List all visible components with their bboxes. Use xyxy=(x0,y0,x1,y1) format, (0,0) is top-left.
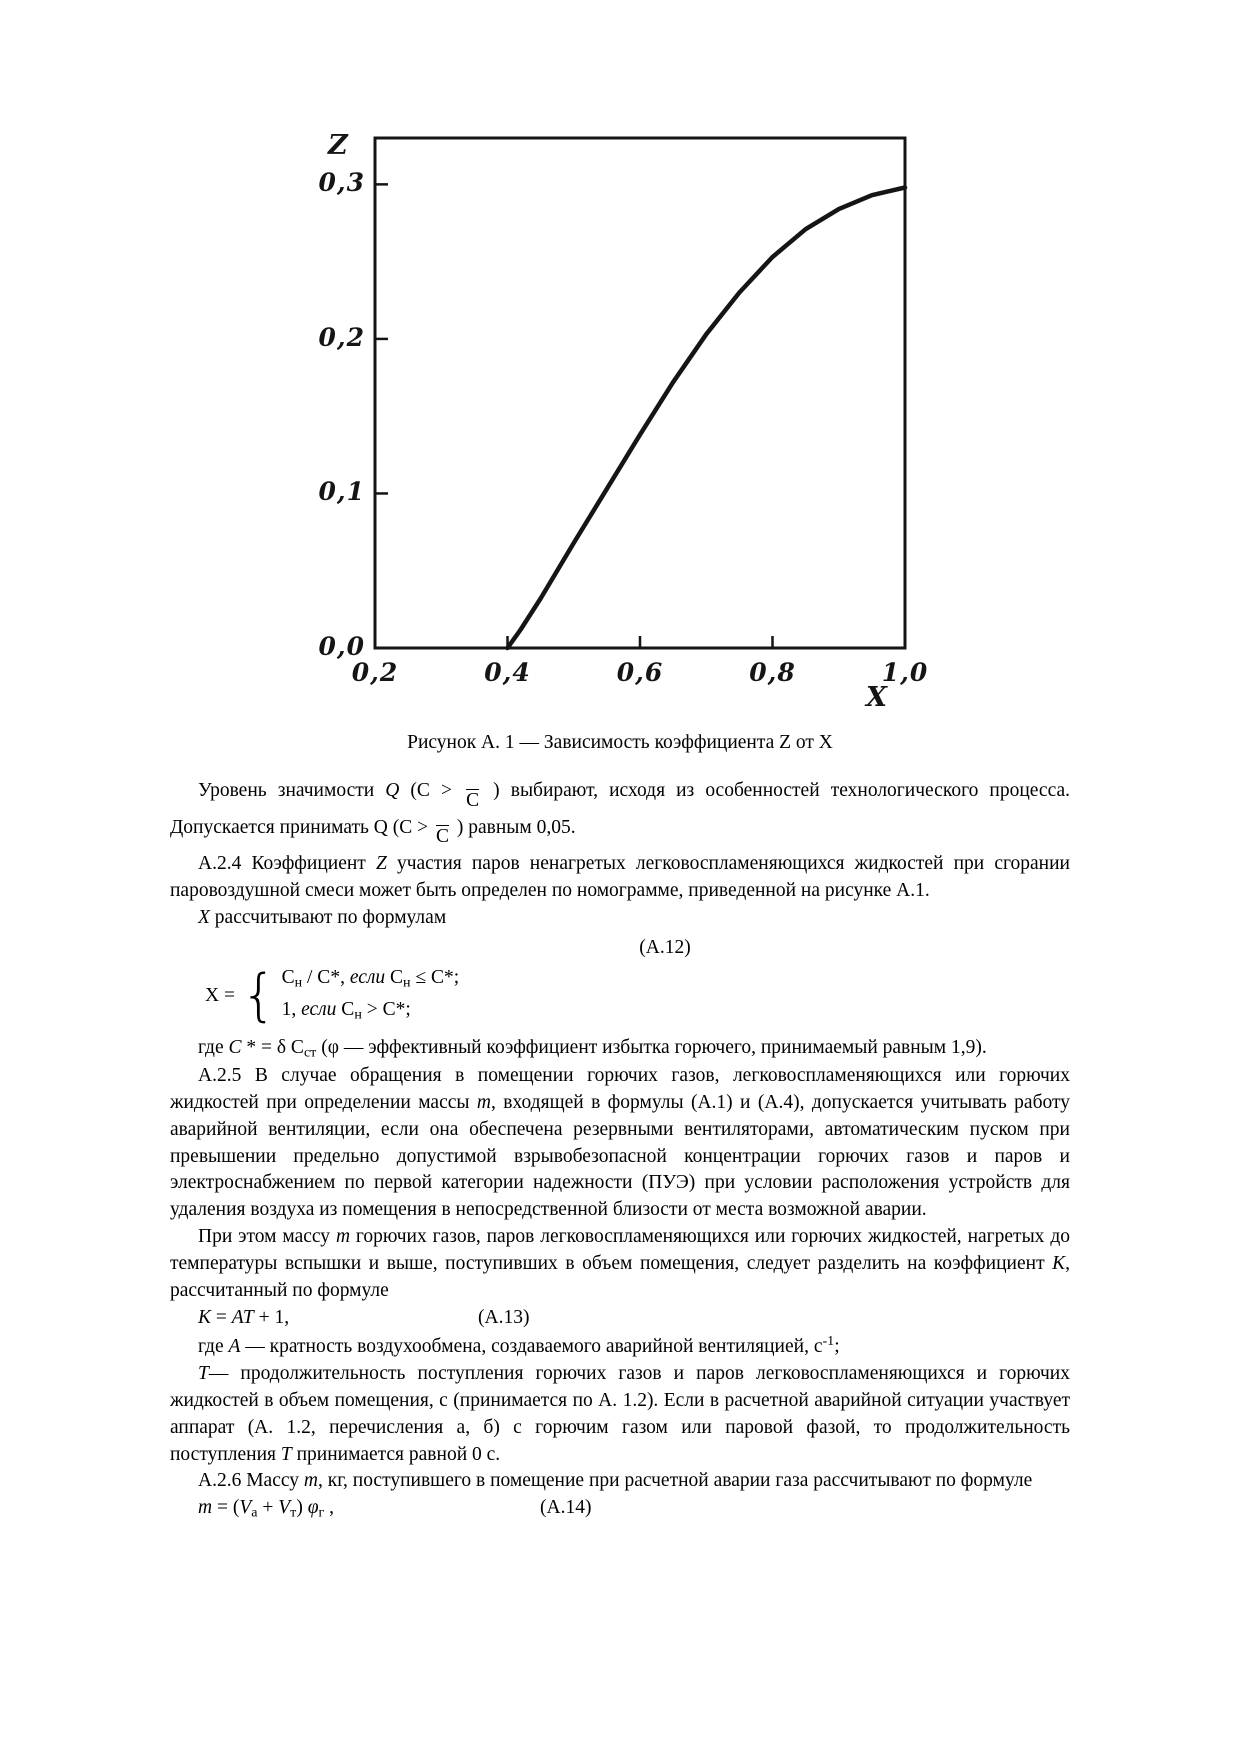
formula-a12-case1: $С_н / С*$, если $С_н \le С*$; xyxy=(281,966,460,991)
formula-a14 xyxy=(170,1495,1070,1523)
paragraph-where-a: где А — кратность воздухообмена, создаваемого аварийной вентиляцией, $с^{-1}$; xyxy=(198,1332,840,1357)
plot-frame xyxy=(375,138,905,648)
x-tick-label: 0,6 xyxy=(616,658,664,687)
formula-a12-cases xyxy=(282,964,460,1029)
x-tick-label: 0,8 xyxy=(749,658,796,687)
equation-number-a12: (А.12) xyxy=(639,937,691,959)
y-tick-label: 0,3 xyxy=(318,168,365,198)
x-tick-label: 0,4 xyxy=(484,658,531,687)
paragraph-significance-level: Уровень значимости Q (С > С ) выбирают, исходя из особенностей технологического процесса. Допускается принимать Q (С > С ) равным 0,05. xyxy=(170,780,1070,848)
x-tick-label: 1,0 xyxy=(881,658,929,687)
x-tick-label: 0,2 xyxy=(351,658,399,687)
y-tick-label: 0,2 xyxy=(318,322,365,352)
y-tick-label: 0,1 xyxy=(318,477,365,507)
formula-a13-lhs: К = АТ + 1, xyxy=(198,1306,290,1328)
document-body xyxy=(170,778,1070,1523)
formula-a12-lhs: X = xyxy=(205,984,235,1006)
paragraph-t-duration: Т— продолжительность поступления горючих газов и паров легковоспламеняющихся и горючих жидкостей в объем помещения, с (принимается по А. 1.2). Если в расчетной аварийной ситуации участвует аппарат (А. 1.2, перечисления а, б) с горючим газом или паровой фазой, то продолжительность поступления Т принимается равной 0 с. xyxy=(170,1362,1070,1465)
paragraph-x-calc: Х рассчитывают по формулам xyxy=(198,907,447,929)
brace-icon: { xyxy=(240,963,277,1029)
paragraph-a26: А.2.6 Массу m, кг, поступившего в помещение при расчетной аварии газа рассчитывают по формуле xyxy=(198,1470,1033,1492)
formula-a12 xyxy=(205,964,1070,1029)
paragraph-a24: А.2.4 Коэффициент Z участия паров ненагретых легковоспламеняющихся жидкостей при сгорании паровоздушной смеси может быть определен по номограмме, приведенной на рисунке А.1. xyxy=(170,853,1070,902)
y-tick-label: 0,0 xyxy=(318,632,365,661)
formula-a12-case2: 1, если $С_н > С*$; xyxy=(281,999,411,1023)
y-axis-label: Z xyxy=(328,130,348,161)
paragraph-mass-k: При этом массу m горючих газов, паров легковоспламеняющихся или горючих жидкостей, нагретых до температуры вспышки и выше, поступивших в объем помещения, следует разделить на коэффициент К, рассчитанный по формуле xyxy=(170,1226,1070,1302)
figure-a1-chart xyxy=(310,130,930,710)
chart-ticks xyxy=(375,184,773,648)
formula-a14-lhs: $m = (V_а + V_т)$ $\varphi_г$ , xyxy=(198,1497,334,1521)
paragraph-where-c: где С * = δ $С_{ст}$ (φ — эффективный коэффициент избытка горючего, принимаемый равным 1,9). xyxy=(198,1036,987,1061)
figure-caption: Рисунок А. 1 — Зависимость коэффициента Z от X xyxy=(407,732,833,753)
chart-area xyxy=(310,130,930,722)
equation-number-a14: (А.14) xyxy=(540,1497,592,1519)
x-axis-label: X xyxy=(866,682,887,713)
paragraph-a25: А.2.5 В случае обращения в помещении горючих газов, легковоспламеняющихся или горючих жидкостей при определении массы m, входящей в формулы (А.1) и (А.4), допускается учитывать работу аварийной вентиляции, если она обеспечена резервными вентиляторами, автоматическим пуском при превышении предельно допустимой взрывобезопасной концентрации горючих газов и паров и электроснабжением по первой категории надежности (ПУЭ) при условии расположения устройств для удаления воздуха из помещения в непосредственной близости от места возможной аварии. xyxy=(170,1064,1070,1221)
formula-a13 xyxy=(170,1305,1070,1332)
equation-number-a13: (А.13) xyxy=(478,1306,530,1328)
chart-curve xyxy=(508,188,906,649)
